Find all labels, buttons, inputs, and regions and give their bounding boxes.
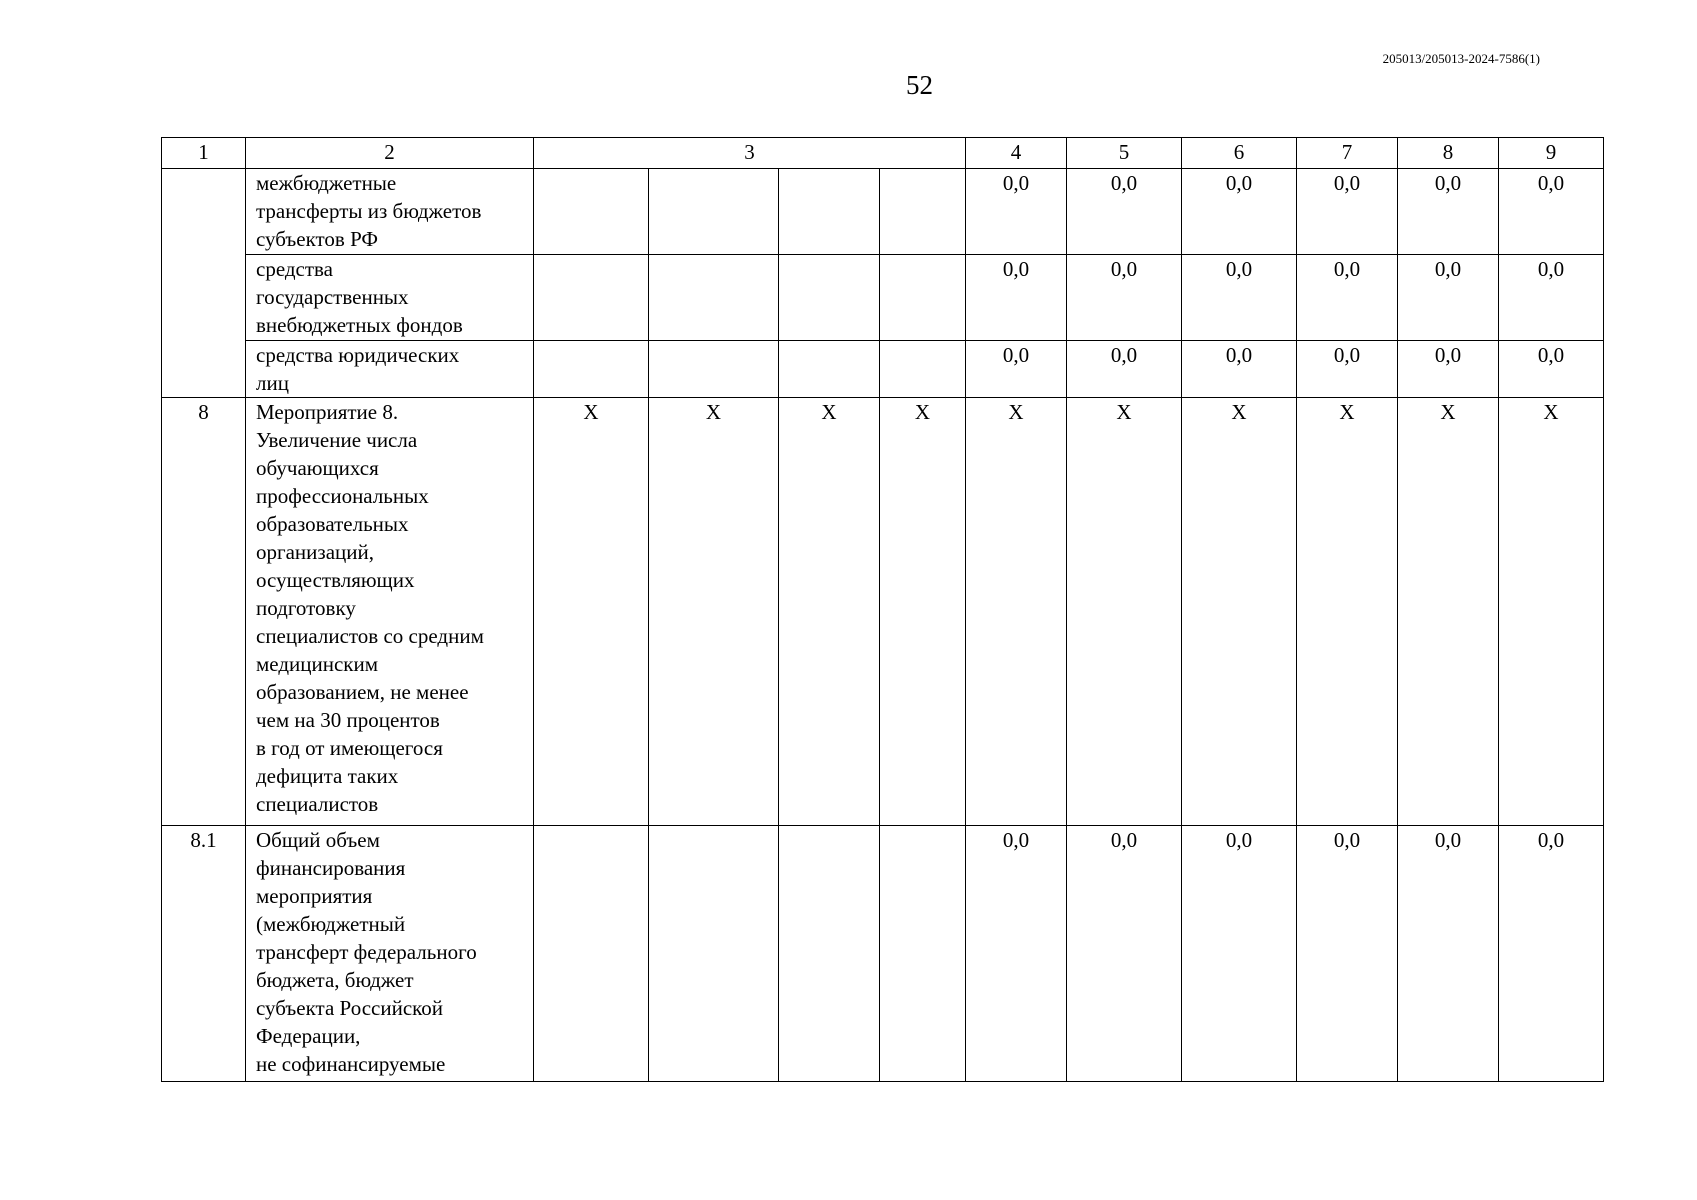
- description-line: чем на 30 процентов: [256, 708, 440, 732]
- column-3-subcell: [534, 341, 649, 398]
- column-3-subcell: Х: [649, 398, 779, 826]
- row-number-cell: 8: [162, 398, 246, 826]
- value-cell: 0,0: [1067, 169, 1182, 255]
- value-cell: Х: [1182, 398, 1297, 826]
- value-cell: 0,0: [1398, 169, 1499, 255]
- value-cell: 0,0: [1182, 341, 1297, 398]
- description-line: образованием, не менее: [256, 680, 469, 704]
- column-header: 6: [1182, 138, 1297, 169]
- row-description-cell: [246, 341, 534, 398]
- description-line: Федерации,: [256, 1024, 361, 1048]
- value-cell: 0,0: [966, 826, 1067, 1082]
- column-3-subcell: [779, 826, 880, 1082]
- column-header: 8: [1398, 138, 1499, 169]
- budget-table: [161, 137, 1604, 1082]
- column-3-subcell: [534, 169, 649, 255]
- description-line: финансирования: [256, 856, 406, 880]
- value-cell: 0,0: [1297, 341, 1398, 398]
- description-line: Общий объем: [256, 828, 380, 852]
- description-line: подготовку: [256, 596, 356, 620]
- value-cell: 0,0: [966, 255, 1067, 341]
- value-cell: 0,0: [1398, 255, 1499, 341]
- row-description-cell: [246, 169, 534, 255]
- column-3-subcell: [779, 255, 880, 341]
- column-3-subcell: [779, 169, 880, 255]
- description-line: трансферт федерального: [256, 940, 477, 964]
- value-cell: 0,0: [1297, 255, 1398, 341]
- description-line: государственных: [256, 285, 409, 309]
- value-cell: 0,0: [1067, 826, 1182, 1082]
- value-cell: 0,0: [1182, 826, 1297, 1082]
- row-description-cell: [246, 826, 534, 1082]
- column-3-subcell: [880, 255, 966, 341]
- value-cell: 0,0: [1398, 341, 1499, 398]
- description-line: средства: [256, 257, 334, 281]
- column-3-subcell: [880, 341, 966, 398]
- description-line: организаций,: [256, 540, 374, 564]
- value-cell: 0,0: [1182, 169, 1297, 255]
- table-header-row: [162, 138, 1604, 169]
- column-3-subcell: Х: [880, 398, 966, 826]
- value-cell: 0,0: [1499, 169, 1604, 255]
- description-line: осуществляющих: [256, 568, 415, 592]
- description-line: дефицита таких: [256, 764, 399, 788]
- page-number: 52: [906, 70, 933, 100]
- column-3-subcell: [880, 826, 966, 1082]
- column-3-subcell: [779, 341, 880, 398]
- value-cell: 0,0: [1067, 255, 1182, 341]
- column-header: 2: [246, 138, 534, 169]
- description-line: не софинансируемые: [256, 1052, 446, 1076]
- description-line: (межбюджетный: [256, 912, 406, 936]
- description-line: в год от имеющегося: [256, 736, 443, 760]
- value-cell: Х: [1297, 398, 1398, 826]
- description-line: внебюджетных фондов: [256, 313, 463, 337]
- column-header: 5: [1067, 138, 1182, 169]
- description-line: мероприятия: [256, 884, 373, 908]
- column-3-subcell: [534, 826, 649, 1082]
- column-3-subcell: [649, 826, 779, 1082]
- document-id: 205013/205013-2024-7586(1): [1382, 51, 1540, 66]
- row-number-cell: [162, 169, 246, 398]
- description-line: Мероприятие 8.: [256, 400, 399, 424]
- table-row: [162, 169, 1604, 255]
- description-line: субъекта Российской: [256, 996, 444, 1020]
- column-header: 9: [1499, 138, 1604, 169]
- value-cell: 0,0: [966, 169, 1067, 255]
- description-line: субъектов РФ: [256, 227, 379, 251]
- column-3-subcell: [649, 255, 779, 341]
- value-cell: Х: [1398, 398, 1499, 826]
- description-line: специалистов: [256, 792, 379, 816]
- table-row: [162, 826, 1604, 1082]
- column-header: 4: [966, 138, 1067, 169]
- description-line: обучающихся: [256, 456, 379, 480]
- column-3-subcell: Х: [534, 398, 649, 826]
- value-cell: 0,0: [1297, 826, 1398, 1082]
- value-cell: 0,0: [1499, 826, 1604, 1082]
- description-line: медицинским: [256, 652, 379, 676]
- value-cell: Х: [966, 398, 1067, 826]
- value-cell: 0,0: [1499, 255, 1604, 341]
- column-header: 3: [534, 138, 966, 169]
- description-line: образовательных: [256, 512, 409, 536]
- value-cell: 0,0: [1499, 341, 1604, 398]
- column-3-subcell: [880, 169, 966, 255]
- column-3-subcell: [649, 169, 779, 255]
- column-header: 7: [1297, 138, 1398, 169]
- value-cell: 0,0: [1398, 826, 1499, 1082]
- description-line: межбюджетные: [256, 171, 397, 195]
- column-3-subcell: [649, 341, 779, 398]
- description-line: средства юридических: [256, 343, 460, 367]
- column-3-subcell: Х: [779, 398, 880, 826]
- table-row: [162, 341, 1604, 398]
- value-cell: 0,0: [1067, 341, 1182, 398]
- table-row: [162, 398, 1604, 826]
- description-line: Увеличение числа: [256, 428, 418, 452]
- value-cell: 0,0: [1182, 255, 1297, 341]
- row-description-cell: [246, 398, 534, 826]
- row-number-cell: 8.1: [162, 826, 246, 1082]
- description-line: бюджета, бюджет: [256, 968, 414, 992]
- value-cell: 0,0: [1297, 169, 1398, 255]
- column-3-subcell: [534, 255, 649, 341]
- column-header: 1: [162, 138, 246, 169]
- value-cell: 0,0: [966, 341, 1067, 398]
- value-cell: Х: [1067, 398, 1182, 826]
- description-line: специалистов со средним: [256, 624, 484, 648]
- row-description-cell: [246, 255, 534, 341]
- description-line: трансферты из бюджетов: [256, 199, 482, 223]
- value-cell: Х: [1499, 398, 1604, 826]
- table-row: [162, 255, 1604, 341]
- description-line: профессиональных: [256, 484, 429, 508]
- description-line: лиц: [256, 371, 289, 395]
